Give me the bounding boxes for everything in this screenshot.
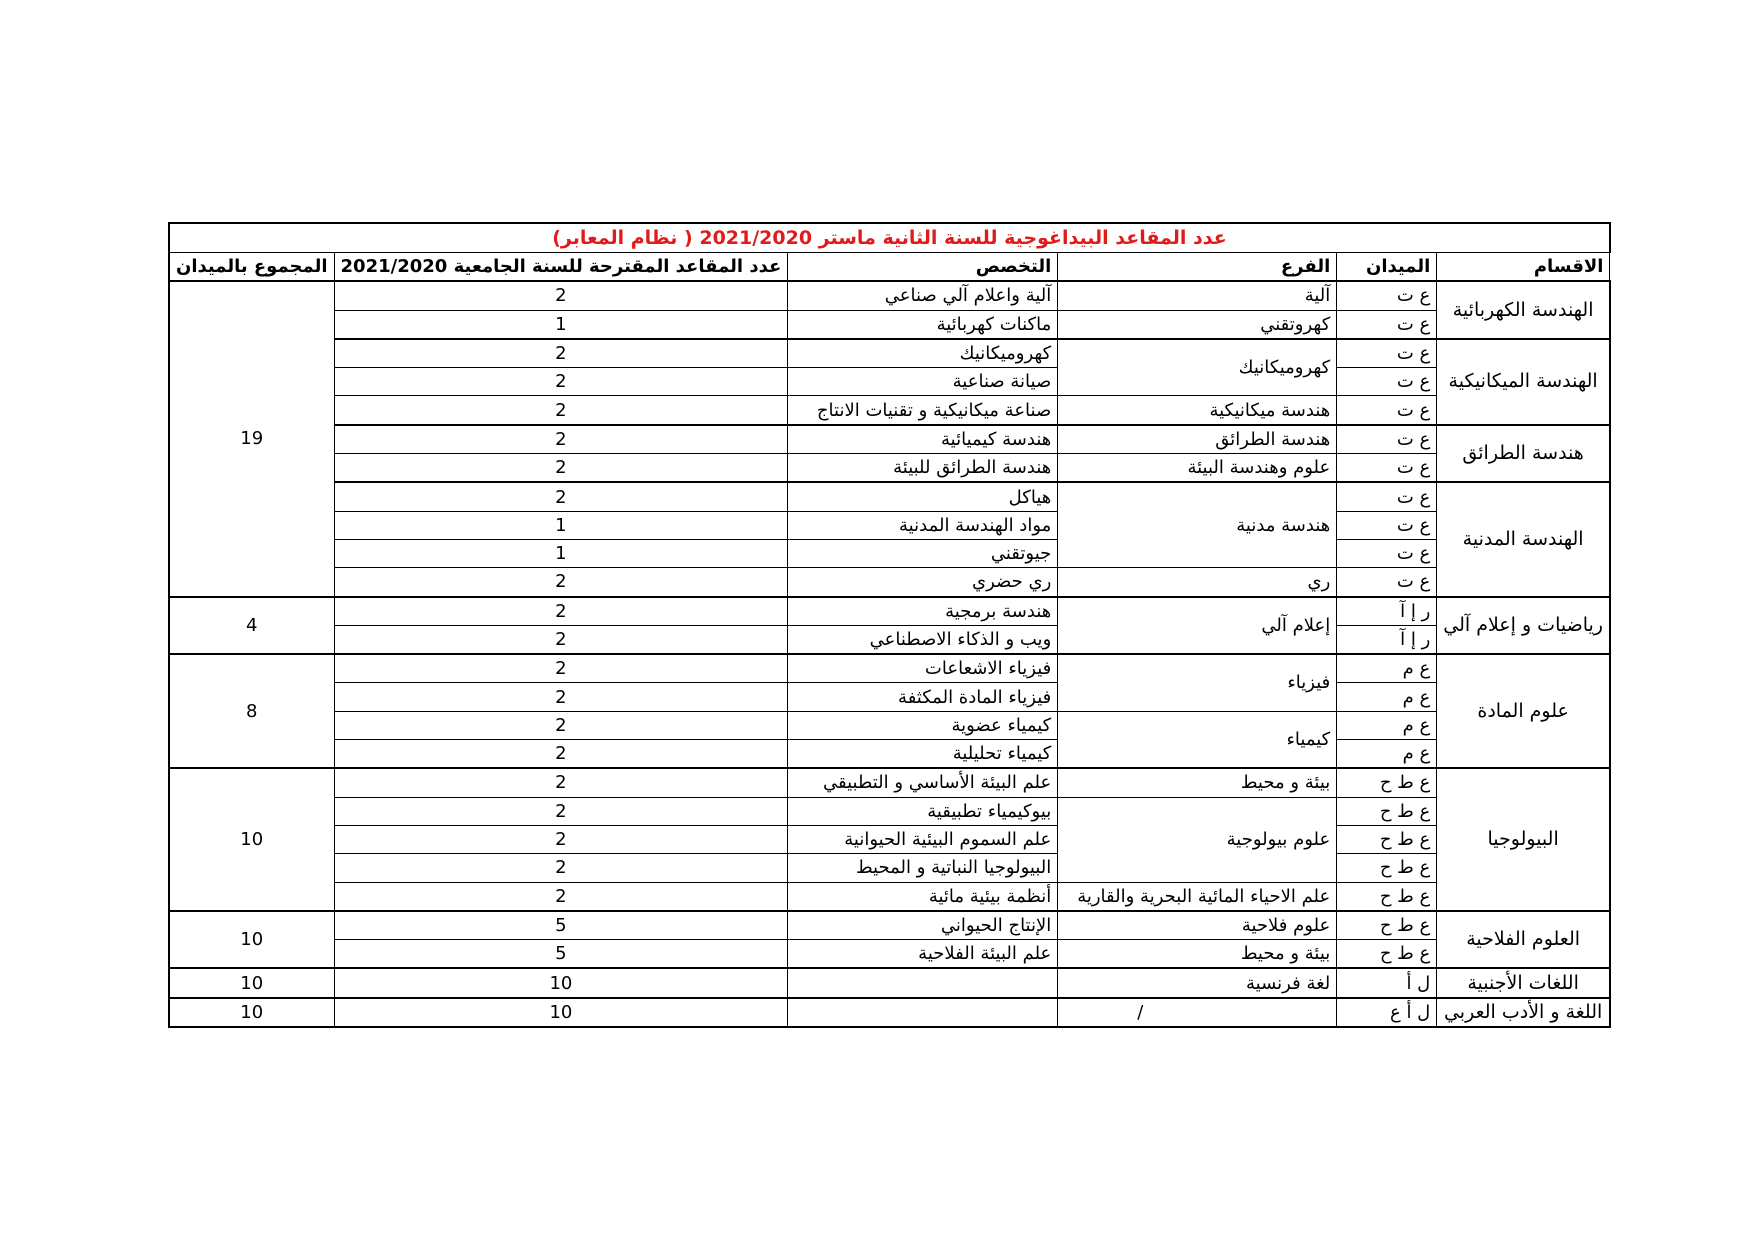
specialty-cell: آلية واعلام آلي صناعي	[788, 281, 1058, 310]
table-row	[169, 281, 1610, 310]
seats-cell: 2	[334, 339, 788, 368]
table-row	[169, 396, 1610, 425]
department-cell: الهندسة الميكانيكية	[1437, 339, 1610, 425]
domain-cell: ر إ آ	[1337, 625, 1437, 654]
header-domain: الميدان	[1337, 253, 1437, 282]
seats-cell: 2	[334, 854, 788, 882]
specialty-cell: فيزياء المادة المكثفة	[788, 683, 1058, 711]
seats-cell: 10	[334, 998, 788, 1027]
domain-cell: ر إ آ	[1337, 597, 1437, 626]
table-row	[169, 968, 1610, 997]
table-row	[169, 482, 1610, 511]
header-departments: الاقسام	[1437, 253, 1610, 282]
domain-cell: ع م	[1337, 740, 1437, 769]
seats-cell: 2	[334, 454, 788, 483]
branch-cell: هندسة ميكانيكية	[1058, 396, 1337, 425]
seats-cell: 2	[334, 768, 788, 797]
table-row	[169, 740, 1610, 769]
domain-total-cell: 19	[169, 281, 334, 596]
domain-cell: ع م	[1337, 711, 1437, 739]
table-row	[169, 425, 1610, 454]
branch-cell: /	[1058, 998, 1337, 1027]
seats-cell: 5	[334, 911, 788, 940]
header-row	[169, 253, 1610, 282]
table-row	[169, 854, 1610, 882]
specialty-cell: علم البيئة الفلاحية	[788, 940, 1058, 969]
domain-cell: ل أ	[1337, 968, 1437, 997]
specialty-cell: هندسة الطرائق للبيئة	[788, 454, 1058, 483]
department-cell: الهندسة المدنية	[1437, 482, 1610, 596]
seats-table	[168, 222, 1611, 1028]
domain-total-cell: 10	[169, 968, 334, 997]
specialty-cell	[788, 968, 1058, 997]
table-row	[169, 454, 1610, 483]
branch-cell: علوم فلاحية	[1058, 911, 1337, 940]
domain-cell: ع ط ح	[1337, 797, 1437, 825]
domain-cell: ع ت	[1337, 310, 1437, 339]
branch-cell: كهروتقني	[1058, 310, 1337, 339]
department-cell: هندسة الطرائق	[1437, 425, 1610, 483]
branch-cell: كهروميكانيك	[1058, 339, 1337, 396]
table-row	[169, 911, 1610, 940]
domain-cell: ع ت	[1337, 511, 1437, 539]
seats-cell: 1	[334, 310, 788, 339]
specialty-cell: جيوتقني	[788, 539, 1058, 567]
seats-cell: 2	[334, 396, 788, 425]
department-cell: رياضيات و إعلام آلي	[1437, 597, 1610, 655]
specialty-cell: كيمياء تحليلية	[788, 740, 1058, 769]
specialty-cell: علم البيئة الأساسي و التطبيقي	[788, 768, 1058, 797]
domain-cell: ع ت	[1337, 368, 1437, 396]
header-specialty: التخصص	[788, 253, 1058, 282]
table-row	[169, 339, 1610, 368]
specialty-cell: الإنتاج الحيواني	[788, 911, 1058, 940]
branch-cell: بيئة و محيط	[1058, 768, 1337, 797]
domain-cell: ع ط ح	[1337, 940, 1437, 969]
branch-cell: آلية	[1058, 281, 1337, 310]
domain-cell: ل أ ع	[1337, 998, 1437, 1027]
domain-cell: ع م	[1337, 654, 1437, 683]
specialty-cell: هندسة كيميائية	[788, 425, 1058, 454]
domain-cell: ع ت	[1337, 539, 1437, 567]
domain-cell: ع ط ح	[1337, 911, 1437, 940]
domain-cell: ع ت	[1337, 396, 1437, 425]
department-cell: الهندسة الكهربائية	[1437, 281, 1610, 339]
seats-cell: 2	[334, 797, 788, 825]
branch-cell: إعلام آلي	[1058, 597, 1337, 655]
seats-cell: 2	[334, 568, 788, 597]
seats-cell: 1	[334, 511, 788, 539]
seats-cell: 2	[334, 740, 788, 769]
department-cell: علوم المادة	[1437, 654, 1610, 768]
table-row	[169, 597, 1610, 626]
seats-cell: 2	[334, 281, 788, 310]
domain-cell: ع ت	[1337, 482, 1437, 511]
department-cell: اللغة و الأدب العربي	[1437, 998, 1610, 1027]
table-title: عدد المقاعد البيداغوجية للسنة الثانية ماستر 2021/2020 ( نظام المعابر)	[169, 223, 1610, 253]
specialty-cell: بيوكيمياء تطبيقية	[788, 797, 1058, 825]
seats-cell: 2	[334, 625, 788, 654]
specialty-cell: علم السموم البيئية الحيوانية	[788, 825, 1058, 853]
domain-cell: ع ط ح	[1337, 768, 1437, 797]
table-row	[169, 654, 1610, 683]
branch-cell: كيمياء	[1058, 711, 1337, 768]
table-row	[169, 940, 1610, 969]
table-row	[169, 768, 1610, 797]
seats-cell: 2	[334, 683, 788, 711]
branch-cell: علوم وهندسة البيئة	[1058, 454, 1337, 483]
branch-cell: علم الاحياء المائية البحرية والقارية	[1058, 882, 1337, 911]
specialty-cell: فيزياء الاشعاعات	[788, 654, 1058, 683]
branch-cell: بيئة و محيط	[1058, 940, 1337, 969]
department-cell: اللغات الأجنبية	[1437, 968, 1610, 997]
domain-cell: ع ت	[1337, 568, 1437, 597]
table-row	[169, 368, 1610, 396]
domain-cell: ع م	[1337, 683, 1437, 711]
header-seats: عدد المقاعد المقترحة للسنة الجامعية 2021/2020	[334, 253, 788, 282]
specialty-cell: صناعة ميكانيكية و تقنيات الانتاج	[788, 396, 1058, 425]
specialty-cell: كيمياء عضوية	[788, 711, 1058, 739]
table-row	[169, 568, 1610, 597]
specialty-cell: صيانة صناعية	[788, 368, 1058, 396]
table-row	[169, 998, 1610, 1027]
table-row	[169, 711, 1610, 739]
domain-cell: ع ت	[1337, 425, 1437, 454]
table-row	[169, 625, 1610, 654]
specialty-cell: البيولوجيا النباتية و المحيط	[788, 854, 1058, 882]
branch-cell: لغة فرنسية	[1058, 968, 1337, 997]
specialty-cell	[788, 998, 1058, 1027]
branch-cell: فيزياء	[1058, 654, 1337, 711]
specialty-cell: هندسة برمجية	[788, 597, 1058, 626]
table-row	[169, 683, 1610, 711]
specialty-cell: ويب و الذكاء الاصطناعي	[788, 625, 1058, 654]
seats-cell: 5	[334, 940, 788, 969]
specialty-cell: مواد الهندسة المدنية	[788, 511, 1058, 539]
seats-cell: 2	[334, 368, 788, 396]
table-row	[169, 825, 1610, 853]
seats-cell: 2	[334, 882, 788, 911]
header-branch: الفرع	[1058, 253, 1337, 282]
seats-cell: 2	[334, 597, 788, 626]
seats-cell: 2	[334, 654, 788, 683]
header-total: المجموع بالميدان	[169, 253, 334, 282]
seats-cell: 2	[334, 425, 788, 454]
domain-total-cell: 4	[169, 597, 334, 655]
table-row	[169, 310, 1610, 339]
seats-cell: 2	[334, 711, 788, 739]
specialty-cell: ري حضري	[788, 568, 1058, 597]
seats-cell: 2	[334, 825, 788, 853]
branch-cell: ري	[1058, 568, 1337, 597]
branch-cell: هندسة مدنية	[1058, 482, 1337, 567]
department-cell: العلوم الفلاحية	[1437, 911, 1610, 969]
domain-cell: ع ط ح	[1337, 854, 1437, 882]
specialty-cell: هياكل	[788, 482, 1058, 511]
table-row	[169, 882, 1610, 911]
specialty-cell: كهروميكانيك	[788, 339, 1058, 368]
department-cell: البيولوجيا	[1437, 768, 1610, 910]
branch-cell: علوم بيولوجية	[1058, 797, 1337, 882]
domain-cell: ع ط ح	[1337, 882, 1437, 911]
seats-cell: 10	[334, 968, 788, 997]
domain-total-cell: 10	[169, 998, 334, 1027]
domain-total-cell: 10	[169, 768, 334, 910]
branch-cell: هندسة الطرائق	[1058, 425, 1337, 454]
table-row	[169, 539, 1610, 567]
seats-cell: 2	[334, 482, 788, 511]
domain-cell: ع ت	[1337, 339, 1437, 368]
domain-total-cell: 10	[169, 911, 334, 969]
specialty-cell: ماكنات كهربائية	[788, 310, 1058, 339]
title-row	[169, 223, 1610, 253]
domain-cell: ع ط ح	[1337, 825, 1437, 853]
domain-cell: ع ت	[1337, 281, 1437, 310]
table-row	[169, 797, 1610, 825]
domain-total-cell: 8	[169, 654, 334, 768]
domain-cell: ع ت	[1337, 454, 1437, 483]
table-row	[169, 511, 1610, 539]
specialty-cell: أنظمة بيئية مائية	[788, 882, 1058, 911]
seats-cell: 1	[334, 539, 788, 567]
